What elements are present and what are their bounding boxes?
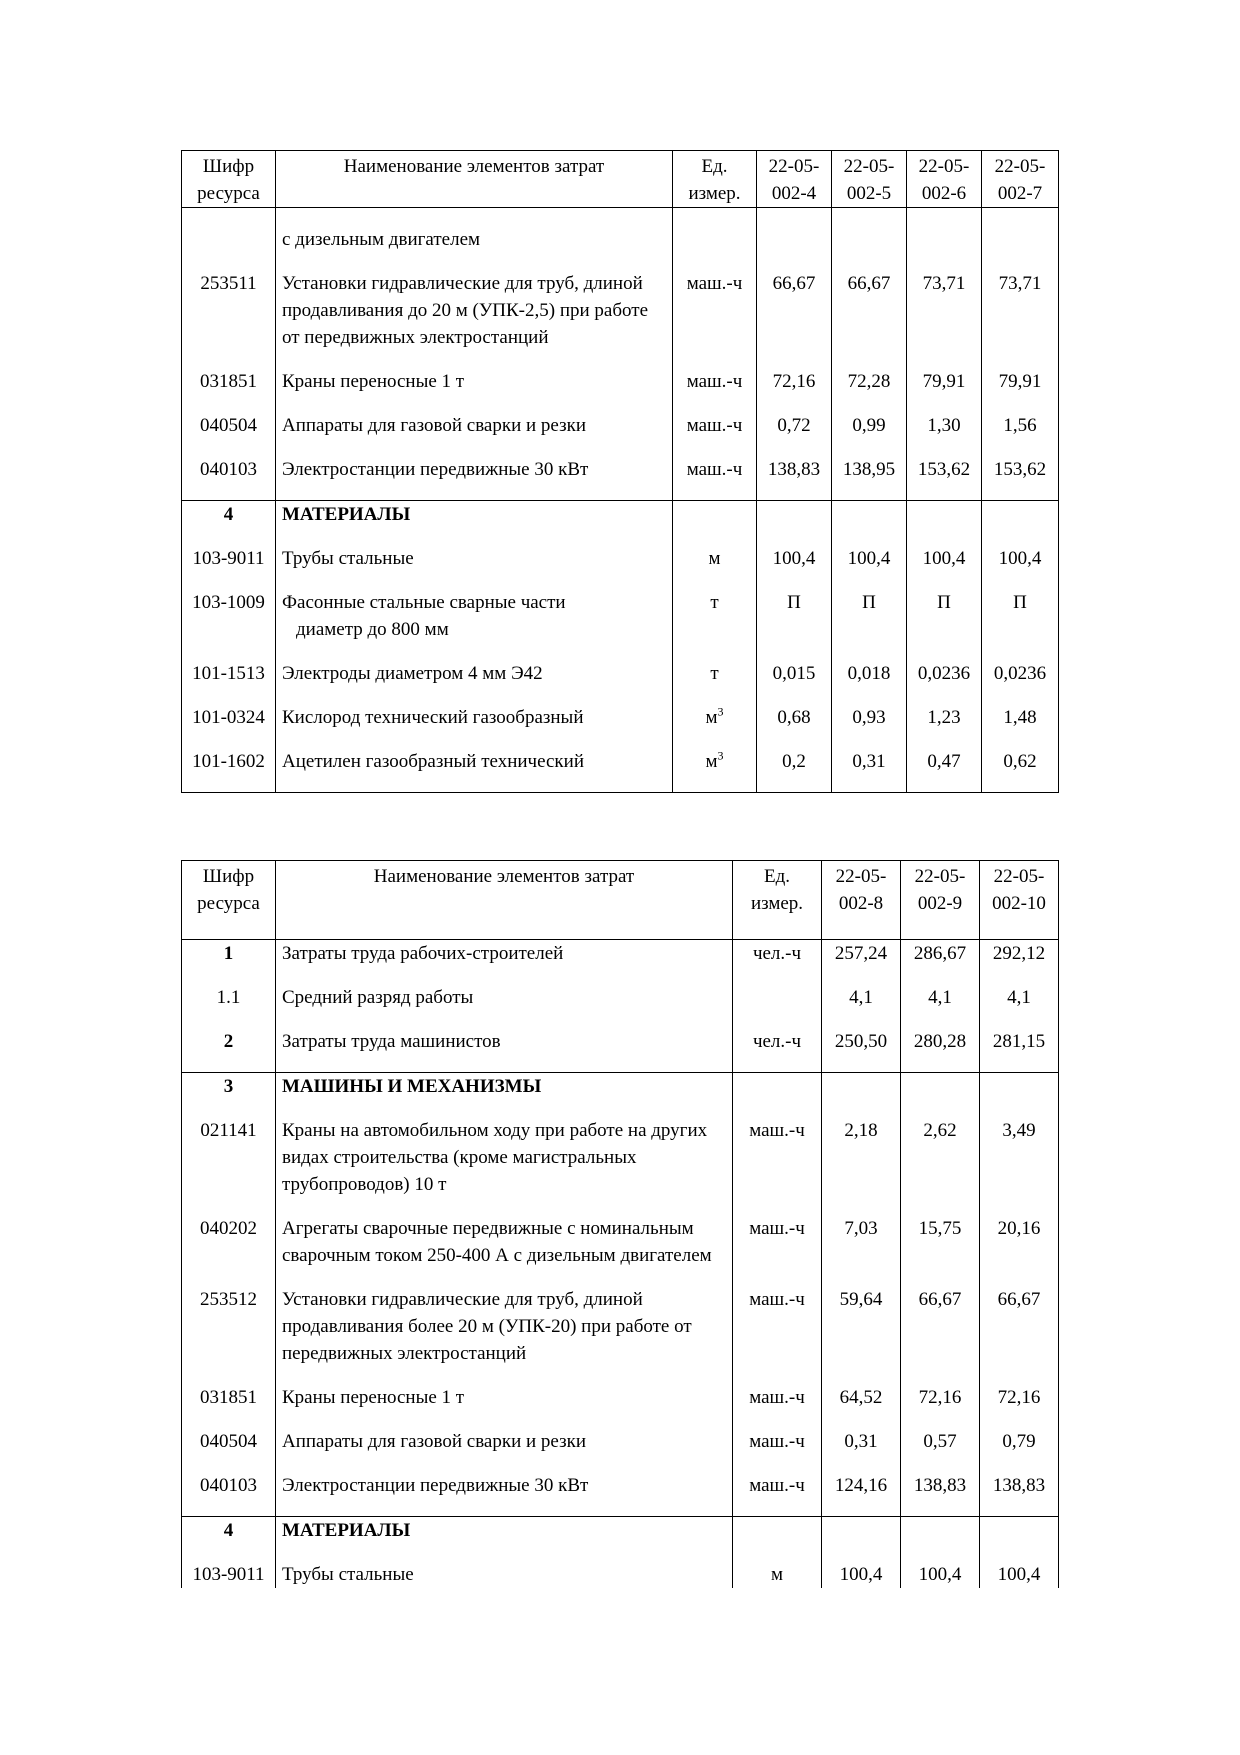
row-value: 1,48	[982, 704, 1059, 748]
row-name: Аппараты для газовой сварки и резки	[276, 412, 673, 456]
row-value: 59,64	[822, 1286, 901, 1384]
header-col-2: 22-05-002-9	[901, 861, 980, 940]
row-value: 79,91	[982, 368, 1059, 412]
row-unit: чел.-ч	[733, 940, 822, 985]
section-code: 4	[182, 1517, 276, 1562]
header-col-1: 22-05-002-4	[757, 151, 832, 208]
row-value: 257,24	[822, 940, 901, 985]
row-unit: чел.-ч	[733, 1028, 822, 1073]
row-unit: т	[673, 589, 757, 660]
table-row	[182, 412, 1059, 456]
table-row	[182, 1561, 1059, 1588]
row-value: 4,1	[901, 984, 980, 1028]
section-code: 4	[182, 501, 276, 546]
table-row	[182, 589, 1059, 660]
row-code: 101-1602	[182, 748, 276, 793]
row-unit: маш.-ч	[733, 1428, 822, 1472]
row-value: 15,75	[901, 1215, 980, 1286]
table-row	[182, 368, 1059, 412]
row-code: 101-1513	[182, 660, 276, 704]
row-value: 73,71	[982, 270, 1059, 368]
row-value: 153,62	[907, 456, 982, 501]
row-value: 73,71	[907, 270, 982, 368]
row-value: 292,12	[980, 940, 1059, 985]
row-value: 1,56	[982, 412, 1059, 456]
row-value: 100,4	[982, 545, 1059, 589]
unit-base: м	[705, 707, 718, 728]
header-col-2: 22-05-002-5	[832, 151, 907, 208]
row-code: 040504	[182, 1428, 276, 1472]
row-name: Ацетилен газообразный технический	[276, 748, 673, 793]
table-row	[182, 704, 1059, 748]
row-code: 2	[182, 1028, 276, 1073]
row-value: 0,31	[822, 1428, 901, 1472]
header-name: Наименование элементов затрат	[276, 861, 733, 940]
row-value: 79,91	[907, 368, 982, 412]
header-col-3: 22-05-002-10	[980, 861, 1059, 940]
unit-exponent: 3	[717, 748, 724, 763]
row-value: 100,4	[832, 545, 907, 589]
row-code: 031851	[182, 1384, 276, 1428]
row-unit: т	[673, 660, 757, 704]
row-value: П	[757, 589, 832, 660]
table-header-row	[182, 151, 1059, 208]
header-unit: Ед. измер.	[733, 861, 822, 940]
row-unit: маш.-ч	[733, 1117, 822, 1215]
row-value: 7,03	[822, 1215, 901, 1286]
row-code: 021141	[182, 1117, 276, 1215]
row-unit	[733, 984, 822, 1028]
row-value: 72,16	[980, 1384, 1059, 1428]
row-value: 3,49	[980, 1117, 1059, 1215]
table-row	[182, 1286, 1059, 1384]
resource-table-1	[181, 150, 1059, 793]
table-row	[182, 208, 1059, 271]
row-value: 280,28	[901, 1028, 980, 1073]
table-row	[182, 1428, 1059, 1472]
table-row	[182, 1384, 1059, 1428]
row-name: Аппараты для газовой сварки и резки	[276, 1428, 733, 1472]
row-value: 72,16	[757, 368, 832, 412]
row-value: П	[907, 589, 982, 660]
table-header-row	[182, 861, 1059, 940]
row-unit: м	[673, 545, 757, 589]
header-col-1: 22-05-002-8	[822, 861, 901, 940]
table-row	[182, 545, 1059, 589]
table-row	[182, 984, 1059, 1028]
section-row-materials	[182, 1517, 1059, 1562]
row-name-line-2: диаметр до 800 мм	[296, 619, 449, 640]
row-value: 0,018	[832, 660, 907, 704]
section-row-materials	[182, 501, 1059, 546]
row-value: 100,4	[907, 545, 982, 589]
row-name: Трубы стальные	[276, 1561, 733, 1588]
row-value: 153,62	[982, 456, 1059, 501]
row-value: 0,93	[832, 704, 907, 748]
header-col-4: 22-05-002-7	[982, 151, 1059, 208]
header-unit: Ед. измер.	[673, 151, 757, 208]
row-value: 0,47	[907, 748, 982, 793]
row-name: Электростанции передвижные 30 кВт	[276, 456, 673, 501]
unit-exponent: 3	[717, 704, 724, 719]
table-row	[182, 748, 1059, 793]
table-row	[182, 940, 1059, 985]
row-unit: маш.-ч	[733, 1215, 822, 1286]
row-value: 4,1	[822, 984, 901, 1028]
row-value: 124,16	[822, 1472, 901, 1517]
row-name: Электростанции передвижные 30 кВт	[276, 1472, 733, 1517]
row-unit: маш.-ч	[733, 1384, 822, 1428]
section-title: МАШИНЫ И МЕХАНИЗМЫ	[276, 1073, 733, 1118]
row-unit: м	[733, 1561, 822, 1588]
unit-base: м	[705, 751, 718, 772]
row-code: 253512	[182, 1286, 276, 1384]
row-code: 253511	[182, 270, 276, 368]
row-value: 281,15	[980, 1028, 1059, 1073]
row-code: 040103	[182, 1472, 276, 1517]
table-row	[182, 1028, 1059, 1073]
row-unit: маш.-ч	[673, 368, 757, 412]
row-name: Установки гидравлические для труб, длиной продавливания до 20 м (УПК-2,5) при работе от передвижных электростанций	[276, 270, 673, 368]
row-name: Краны переносные 1 т	[276, 1384, 733, 1428]
row-value: 66,67	[832, 270, 907, 368]
row-name: Кислород технический газообразный	[276, 704, 673, 748]
row-value: 0,68	[757, 704, 832, 748]
row-name: Установки гидравлические для труб, длиной продавливания более 20 м (УПК-20) при работе от передвижных электростанций	[276, 1286, 733, 1384]
row-name: Затраты труда рабочих-строителей	[276, 940, 733, 985]
row-value: 100,4	[980, 1561, 1059, 1588]
row-code: 103-1009	[182, 589, 276, 660]
row-value: 0,57	[901, 1428, 980, 1472]
row-value: 2,18	[822, 1117, 901, 1215]
row-code: 040504	[182, 412, 276, 456]
row-value: 138,83	[901, 1472, 980, 1517]
row-name: Краны переносные 1 т	[276, 368, 673, 412]
row-name: Краны на автомобильном ходу при работе на других видах строительства (кроме магистральных трубопроводов) 10 т	[276, 1117, 733, 1215]
row-value: 4,1	[980, 984, 1059, 1028]
row-value: 64,52	[822, 1384, 901, 1428]
row-unit: маш.-ч	[673, 270, 757, 368]
header-code: Шифр ресурса	[182, 861, 276, 940]
row-value: 0,31	[832, 748, 907, 793]
table-row	[182, 1215, 1059, 1286]
row-value: 0,79	[980, 1428, 1059, 1472]
row-value: 66,67	[980, 1286, 1059, 1384]
row-value: 138,83	[980, 1472, 1059, 1517]
row-name: Затраты труда машинистов	[276, 1028, 733, 1073]
row-value: 0,99	[832, 412, 907, 456]
table-row	[182, 1117, 1059, 1215]
row-value: 100,4	[901, 1561, 980, 1588]
row-value: 72,16	[901, 1384, 980, 1428]
row-value: 0,015	[757, 660, 832, 704]
section-title: МАТЕРИАЛЫ	[276, 1517, 733, 1562]
row-code: 1.1	[182, 984, 276, 1028]
row-value: 72,28	[832, 368, 907, 412]
row-unit: маш.-ч	[733, 1286, 822, 1384]
row-unit: маш.-ч	[673, 456, 757, 501]
row-code: 103-9011	[182, 545, 276, 589]
resource-table-2	[181, 860, 1059, 1588]
row-code: 031851	[182, 368, 276, 412]
row-value: 1,30	[907, 412, 982, 456]
row-name-line-1: Фасонные стальные сварные части	[282, 592, 566, 613]
row-name: Средний разряд работы	[276, 984, 733, 1028]
section-title: МАТЕРИАЛЫ	[276, 501, 673, 546]
row-name	[276, 589, 673, 660]
table-row	[182, 1472, 1059, 1517]
row-value: П	[982, 589, 1059, 660]
header-code: Шифр ресурса	[182, 151, 276, 208]
row-value: П	[832, 589, 907, 660]
header-col-3: 22-05-002-6	[907, 151, 982, 208]
row-value: 100,4	[757, 545, 832, 589]
row-value: 66,67	[901, 1286, 980, 1384]
row-code: 101-0324	[182, 704, 276, 748]
row-unit	[673, 748, 757, 793]
row-value: 138,83	[757, 456, 832, 501]
row-value: 20,16	[980, 1215, 1059, 1286]
row-value: 0,62	[982, 748, 1059, 793]
table-row	[182, 456, 1059, 501]
row-value: 66,67	[757, 270, 832, 368]
row-code: 1	[182, 940, 276, 985]
row-unit	[673, 704, 757, 748]
row-unit: маш.-ч	[733, 1472, 822, 1517]
row-code: 103-9011	[182, 1561, 276, 1588]
row-value: 1,23	[907, 704, 982, 748]
row-name: Электроды диаметром 4 мм Э42	[276, 660, 673, 704]
row-code: 040103	[182, 456, 276, 501]
row-code: 040202	[182, 1215, 276, 1286]
section-code: 3	[182, 1073, 276, 1118]
row-value: 0,0236	[982, 660, 1059, 704]
row-name: Агрегаты сварочные передвижные с номинальным сварочным током 250-400 А с дизельным двигателем	[276, 1215, 733, 1286]
row-value: 0,2	[757, 748, 832, 793]
row-value: 286,67	[901, 940, 980, 985]
row-value: 2,62	[901, 1117, 980, 1215]
section-row-machines	[182, 1073, 1059, 1118]
row-name: Трубы стальные	[276, 545, 673, 589]
row-value: 100,4	[822, 1561, 901, 1588]
row-unit: маш.-ч	[673, 412, 757, 456]
table-row	[182, 660, 1059, 704]
continuation-text: с дизельным двигателем	[276, 208, 673, 271]
header-name: Наименование элементов затрат	[276, 151, 673, 208]
row-value: 250,50	[822, 1028, 901, 1073]
table-row	[182, 270, 1059, 368]
row-value: 0,72	[757, 412, 832, 456]
row-value: 0,0236	[907, 660, 982, 704]
row-value: 138,95	[832, 456, 907, 501]
